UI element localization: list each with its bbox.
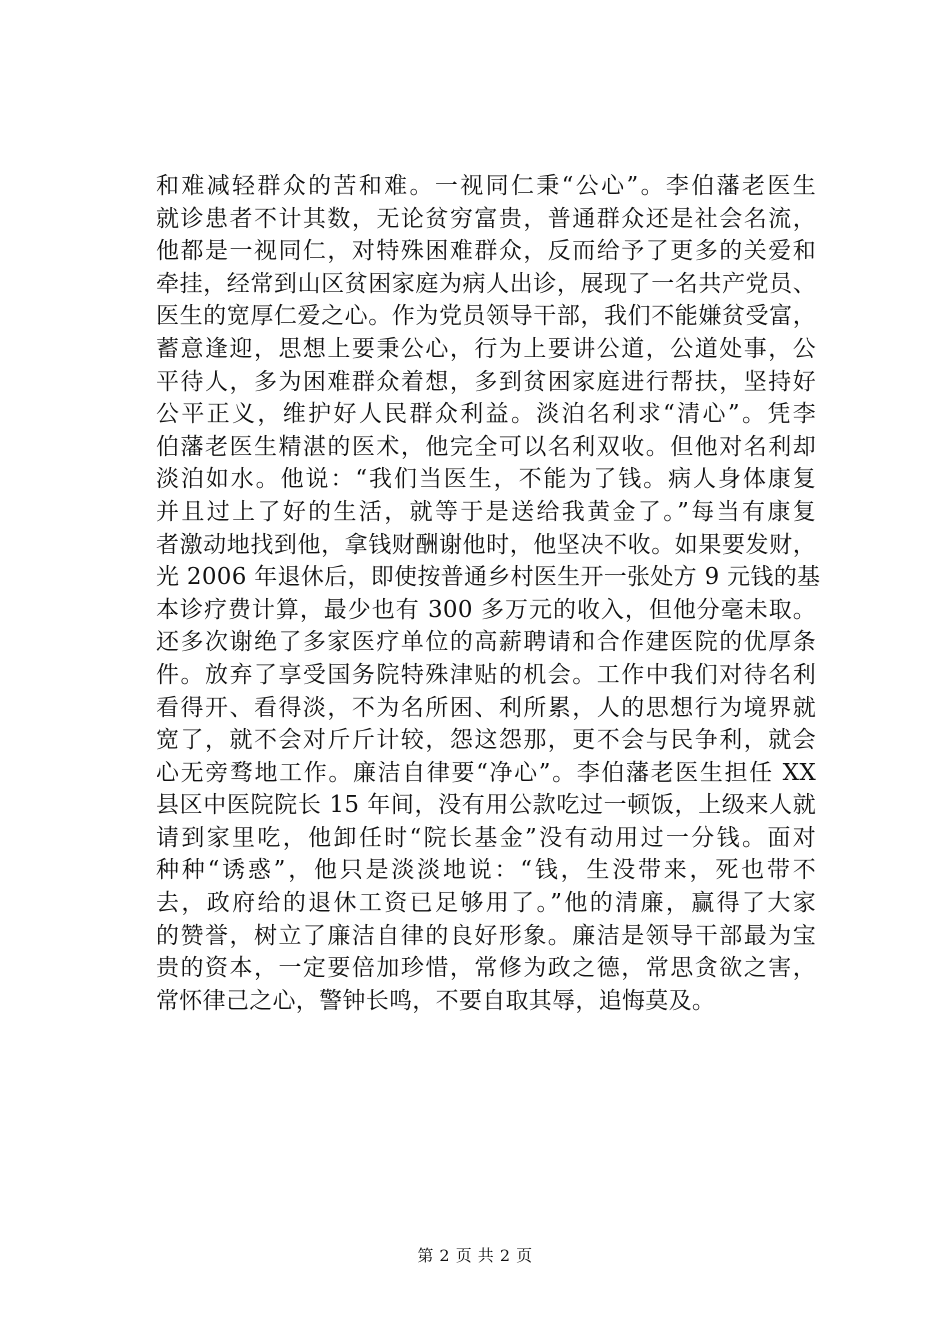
text-line: 公平正义，维护好人民群众利益。淡泊名利求“清心”。凭李	[156, 401, 816, 428]
text-line: 常怀律己之心，警钟长鸣，不要自取其辱，追悔莫及。	[156, 987, 716, 1014]
text-line: 看得开、看得淡，不为名所困、利所累，人的思想行为境界就	[156, 694, 816, 721]
text-line: 请到家里吃，他卸任时“院长基金”没有动用过一分钱。面对	[156, 824, 816, 851]
text-line: 他都是一视同仁，对特殊困难群众，反而给予了更多的关爱和	[156, 238, 816, 265]
text-line: 还多次谢绝了多家医疗单位的高薪聘请和合作建医院的优厚条	[156, 629, 816, 656]
text-line: 本诊疗费计算，最少也有 300 多万元的收入，但他分毫未取。	[156, 596, 816, 623]
text-line: 并且过上了好的生活，就等于是送给我黄金了。”每当有康复	[156, 498, 816, 525]
text-line: 去，政府给的退休工资已足够用了。”他的清廉，赢得了大家	[156, 890, 816, 917]
text-line: 件。放弃了享受国务院特殊津贴的机会。工作中我们对待名利	[156, 661, 816, 688]
text-line: 平待人，多为困难群众着想，多到贫困家庭进行帮扶，坚持好	[156, 368, 816, 395]
text-line: 蓄意逢迎，思想上要秉公心，行为上要讲公道，公道处事，公	[156, 335, 816, 362]
text-line: 淡泊如水。他说：“我们当医生，不能为了钱。病人身体康复	[156, 466, 816, 493]
text-line: 种种“诱惑”，他只是淡淡地说：“钱，生没带来，死也带不	[156, 857, 816, 884]
body-text	[156, 170, 821, 1017]
text-line: 伯藩老医生精湛的医术，他完全可以名利双收。但他对名利却	[156, 433, 816, 460]
text-line: 就诊患者不计其数，无论贫穷富贵，普通群众还是社会名流，	[156, 205, 816, 232]
text-line: 医生的宽厚仁爱之心。作为党员领导干部，我们不能嫌贫受富，	[156, 303, 816, 330]
text-line: 县区中医院院长 15 年间，没有用公款吃过一顿饭，上级来人就	[156, 792, 816, 819]
page-number-footer: 第 2 页 共 2 页	[417, 1246, 533, 1265]
text-line: 牵挂，经常到山区贫困家庭为病人出诊，展现了一名共产党员、	[156, 270, 816, 297]
text-line: 宽了，就不会对斤斤计较，怨这怨那，更不会与民争利，就会	[156, 727, 816, 754]
text-line: 者激动地找到他，拿钱财酬谢他时，他坚决不收。如果要发财，	[156, 531, 816, 558]
text-line: 贵的资本，一定要倍加珍惜，常修为政之德，常思贪欲之害，	[156, 955, 816, 982]
text-line: 光 2006 年退休后，即使按普通乡村医生开一张处方 9 元钱的基	[156, 564, 821, 591]
text-line: 心无旁骛地工作。廉洁自律要“净心”。李伯藩老医生担任 XX	[156, 759, 816, 786]
text-line: 的赞誉，树立了廉洁自律的良好形象。廉洁是领导干部最为宝	[156, 922, 816, 949]
text-line: 和难减轻群众的苦和难。一视同仁秉“公心”。李伯藩老医生	[156, 173, 816, 199]
